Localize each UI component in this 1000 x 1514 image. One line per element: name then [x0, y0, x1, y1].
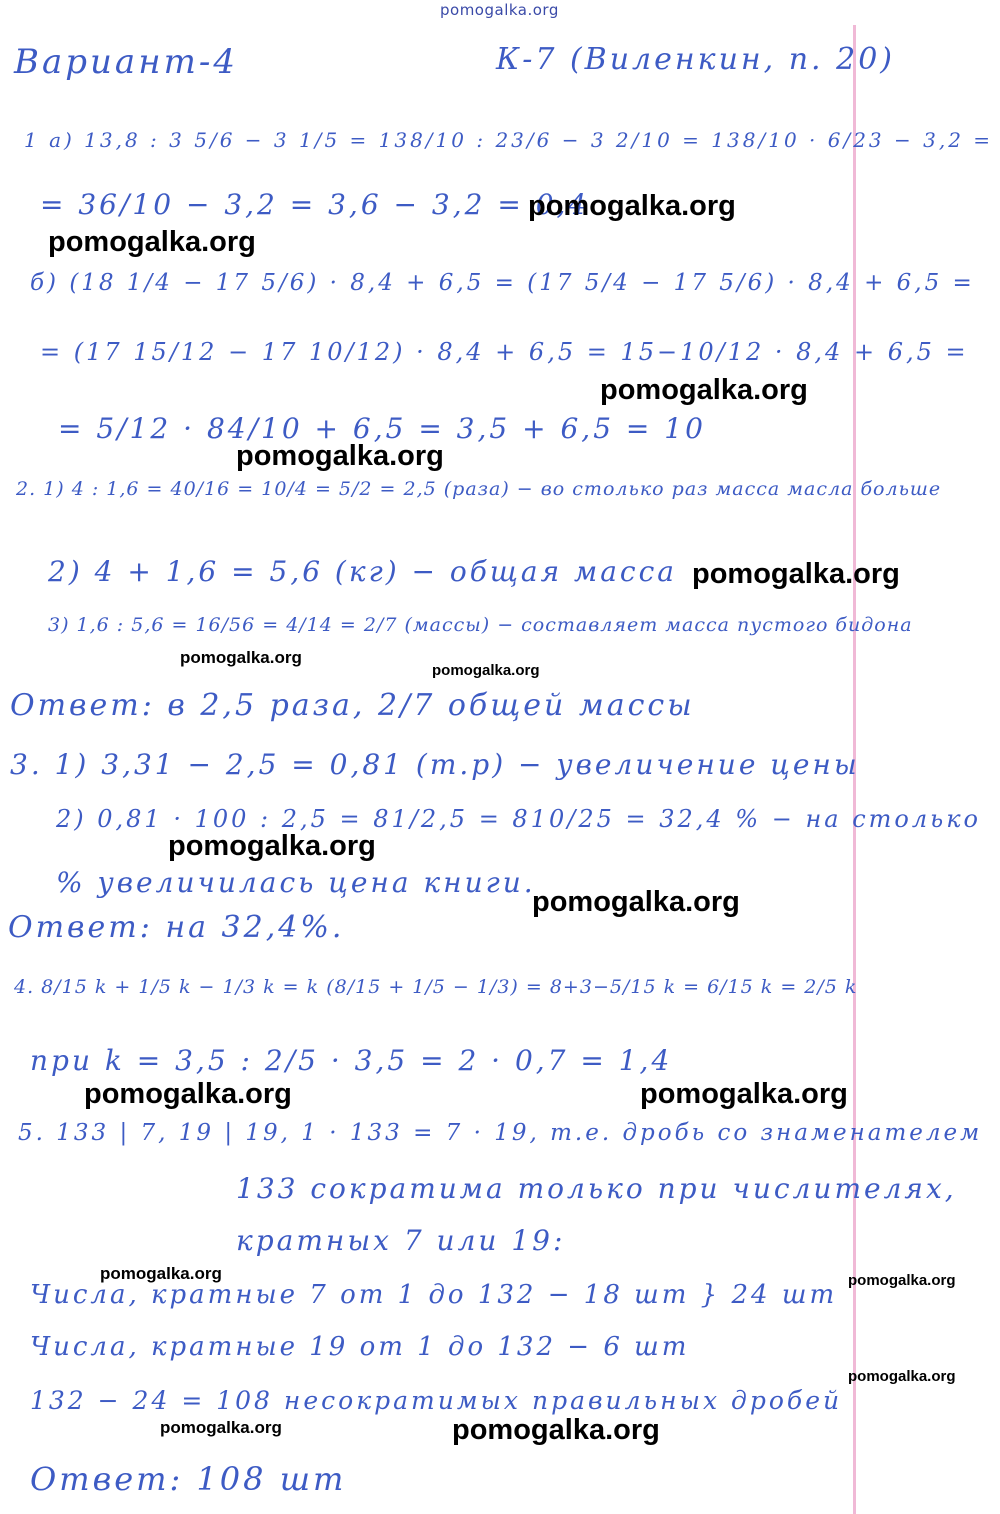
watermark: pomogalka.org: [100, 1264, 222, 1283]
solution-line: 5. 133 | 7, 19 | 19, 1 · 133 = 7 · 19, т.е. дробь со знаменателем: [18, 1120, 983, 1146]
solution-line: 3. 1) 3,31 − 2,5 = 0,81 (т.р) − увеличение цены: [10, 748, 860, 781]
watermark: pomogalka.org: [848, 1368, 956, 1385]
solution-line: 2) 0,81 · 100 : 2,5 = 81/2,5 = 810/25 = 32,4 % − на столько: [56, 805, 981, 833]
solution-line: 3) 1,6 : 5,6 = 16/56 = 4/14 = 2/7 (массы) − составляет масса пустого бидона: [48, 614, 913, 636]
watermark: pomogalka.org: [532, 886, 740, 918]
solution-line: 1 а) 13,8 : 3 5/6 − 3 1/5 = 138/10 : 23/6 − 3 2/10 = 138/10 · 6/23 − 3,2 =: [24, 128, 994, 152]
variant-heading: Вариант-4: [14, 42, 238, 82]
solution-line: Числа, кратные 7 от 1 до 132 − 18 шт } 24 шт: [30, 1280, 838, 1310]
watermark: pomogalka.org: [84, 1078, 292, 1110]
watermark: pomogalka.org: [528, 190, 736, 222]
solution-line: % увеличилась цена книги.: [56, 866, 536, 899]
site-header-watermark: pomogalka.org: [440, 1, 559, 19]
watermark: pomogalka.org: [236, 440, 444, 472]
watermark: pomogalka.org: [692, 558, 900, 590]
watermark: pomogalka.org: [168, 830, 376, 862]
solution-line: = 5/12 · 84/10 + 6,5 = 3,5 + 6,5 = 10: [58, 412, 706, 445]
watermark: pomogalka.org: [452, 1414, 660, 1446]
solution-line: = (17 15/12 − 17 10/12) · 8,4 + 6,5 = 15−10/12 · 8,4 + 6,5 =: [40, 338, 969, 366]
solution-line: 132 − 24 = 108 несократимых правильных дробей: [30, 1386, 843, 1415]
watermark: pomogalka.org: [848, 1272, 956, 1289]
answer-line: Ответ: в 2,5 раза, 2/7 общей массы: [10, 688, 695, 723]
solution-line: при k = 3,5 : 2/5 · 3,5 = 2 · 0,7 = 1,4: [30, 1044, 673, 1077]
work-heading: К-7 (Виленкин, п. 20): [496, 42, 896, 77]
solution-line: кратных 7 или 19:: [236, 1224, 566, 1257]
watermark: pomogalka.org: [160, 1418, 282, 1437]
solution-line: 133 сократима только при числителях,: [236, 1172, 957, 1205]
solution-line: Числа, кратные 19 от 1 до 132 − 6 шт: [30, 1332, 690, 1362]
watermark: pomogalka.org: [600, 374, 808, 406]
solution-line: б) (18 1/4 − 17 5/6) · 8,4 + 6,5 = (17 5/4 − 17 5/6) · 8,4 + 6,5 =: [30, 270, 975, 296]
solution-line: = 36/10 − 3,2 = 3,6 − 3,2 = 0,4: [40, 188, 590, 221]
watermark: pomogalka.org: [640, 1078, 848, 1110]
solution-line: 2) 4 + 1,6 = 5,6 (кг) − общая масса: [48, 555, 677, 588]
watermark: pomogalka.org: [180, 648, 302, 667]
solution-line: 4. 8/15 k + 1/5 k − 1/3 k = k (8/15 + 1/5 − 1/3) = 8+3−5/15 k = 6/15 k = 2/5 k: [14, 976, 858, 998]
watermark: pomogalka.org: [48, 226, 256, 258]
answer-line: Ответ: 108 шт: [30, 1460, 347, 1498]
solution-line: 2. 1) 4 : 1,6 = 40/16 = 10/4 = 5/2 = 2,5 (раза) − во столько раз масса масла больше: [16, 478, 942, 500]
watermark: pomogalka.org: [432, 662, 540, 679]
answer-line: Ответ: на 32,4%.: [8, 910, 345, 945]
